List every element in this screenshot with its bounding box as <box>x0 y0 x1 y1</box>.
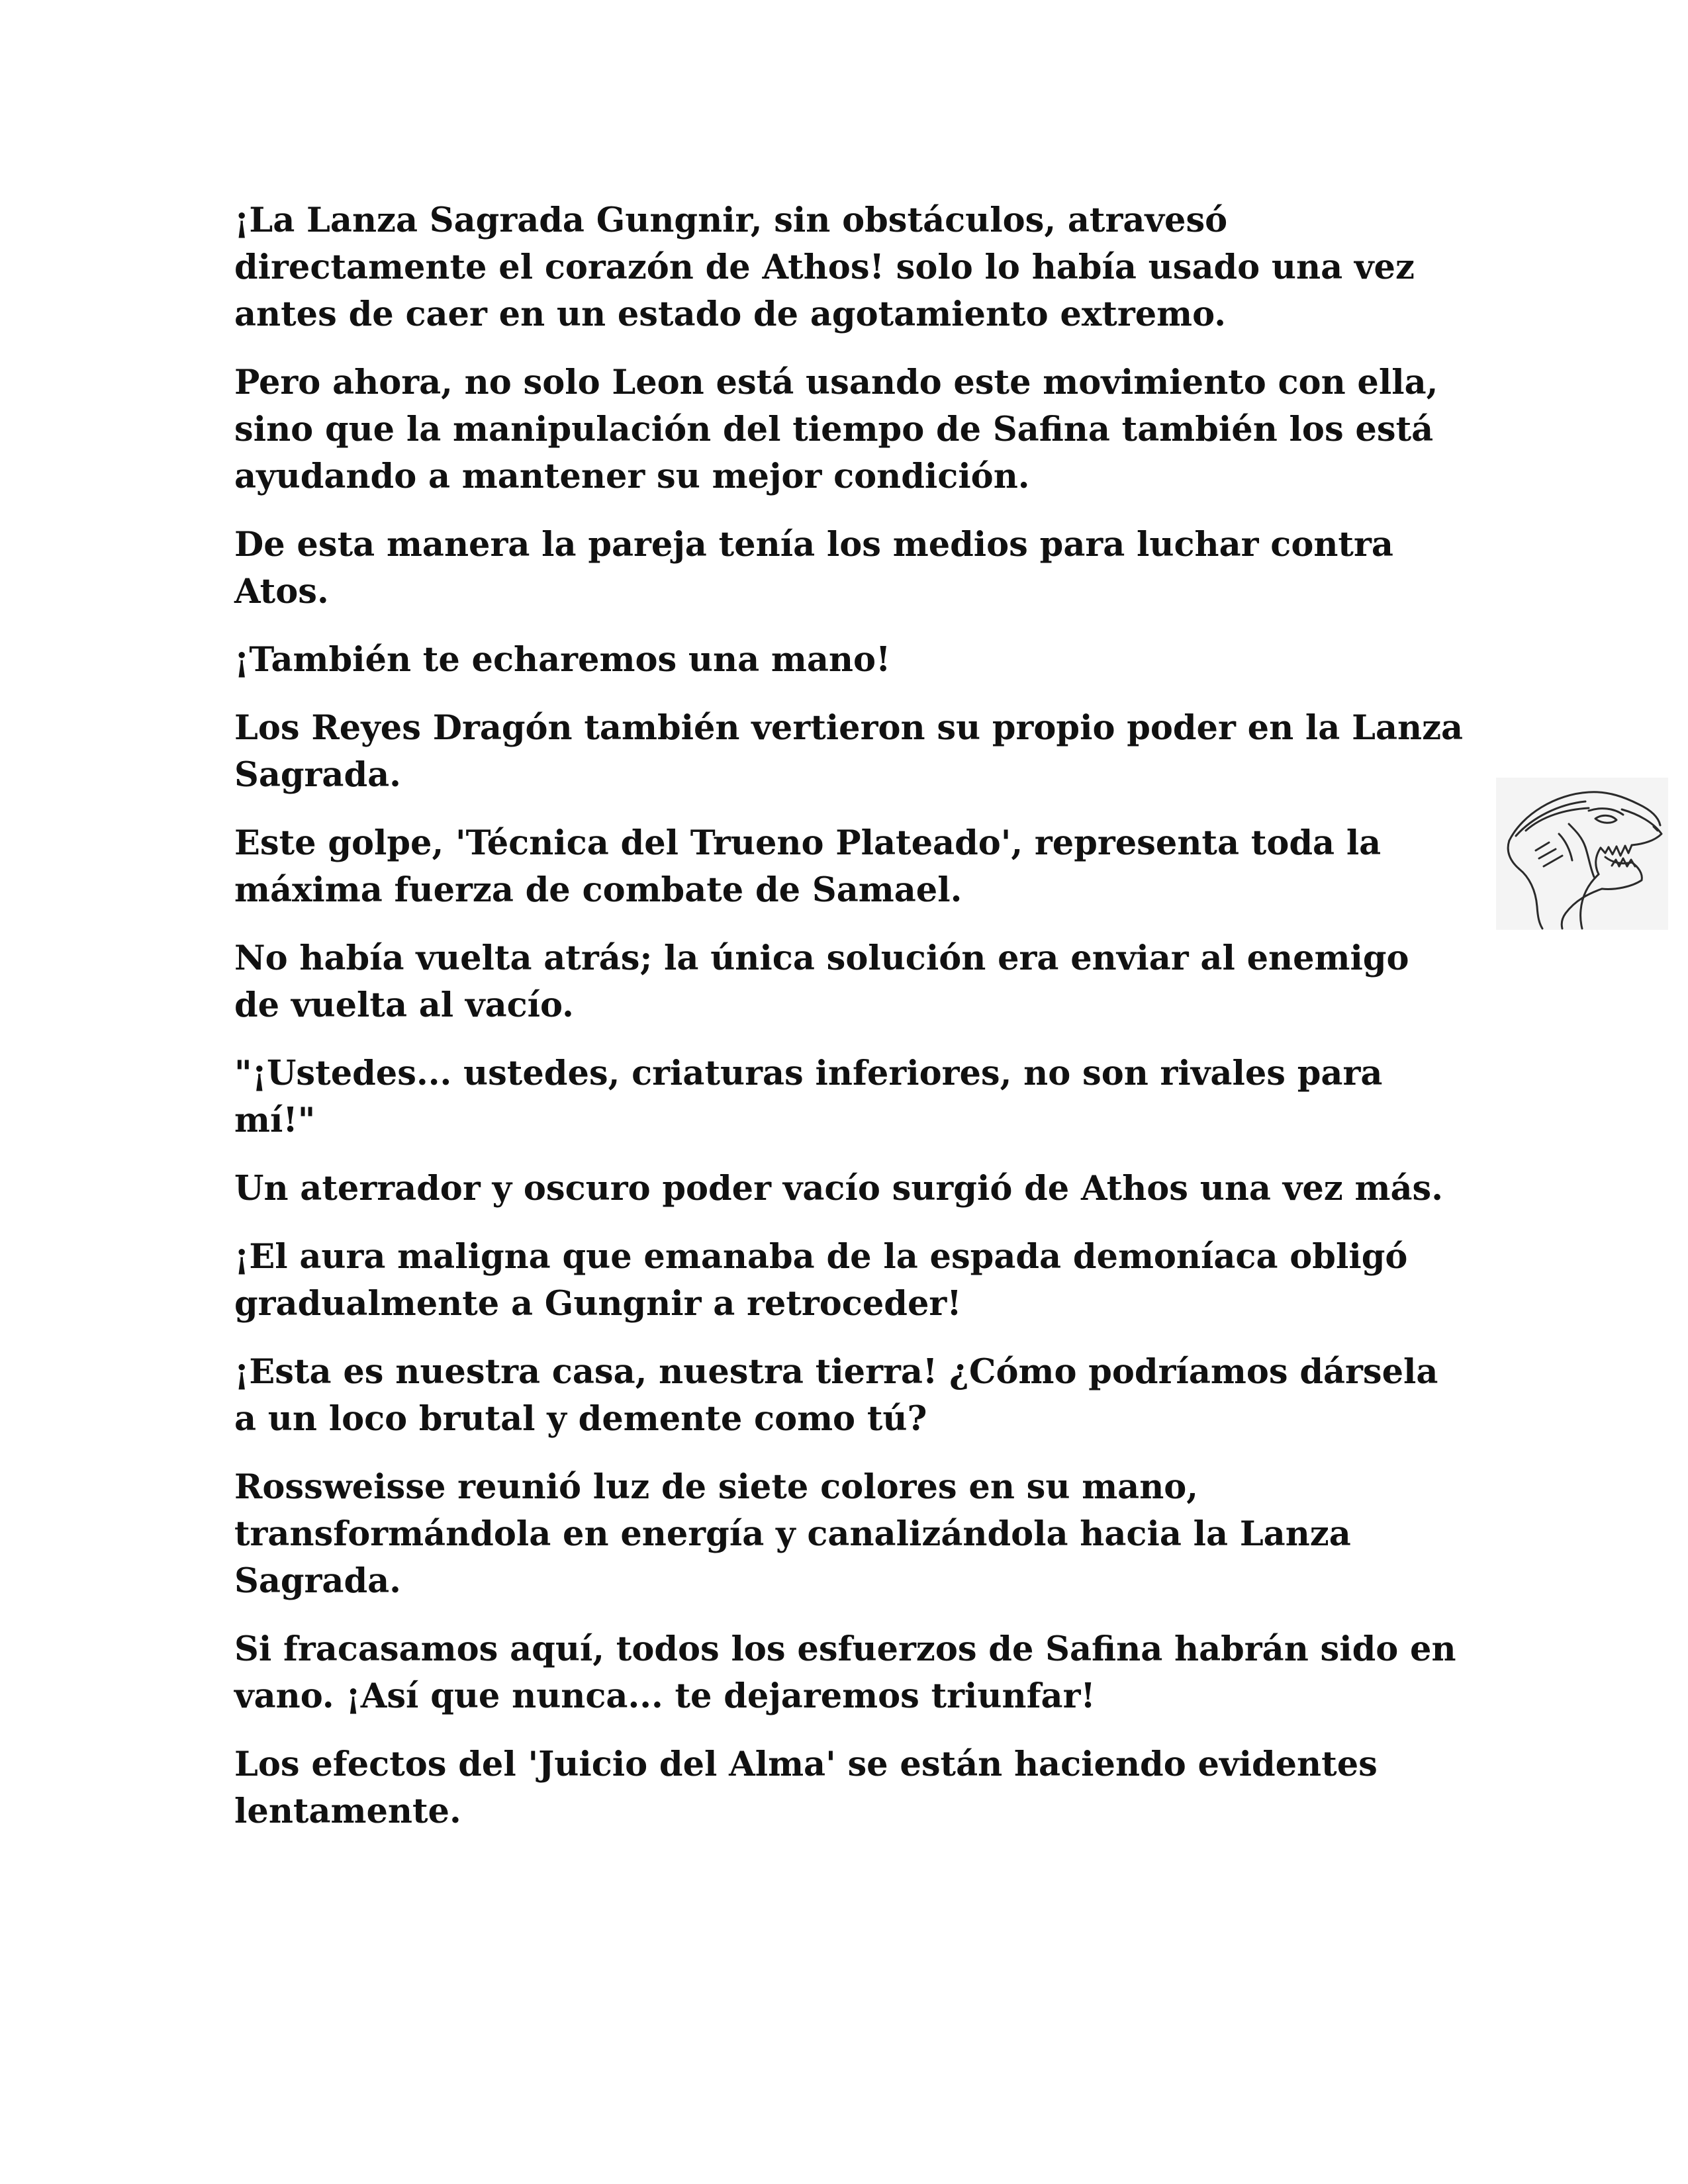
paragraph: ¡La Lanza Sagrada Gungnir, sin obstáculos, atravesó directamente el corazón de Athos! solo lo había usado una vez antes de caer en un estado de agotamiento extremo. <box>234 201 1415 334</box>
paragraph: Pero ahora, no solo Leon está usando este movimiento con ella, sino que la manipulación del tiempo de Safina también los está ayudando a mantener su mejor condición. <box>234 363 1438 496</box>
paragraph: No había vuelta atrás; la única solución era enviar al enemigo de vuelta al vacío. <box>234 938 1409 1025</box>
paragraph: Este golpe, 'Técnica del Trueno Plateado', representa toda la máxima fuerza de combate de Samael. <box>234 823 1382 910</box>
paragraph: Los efectos del 'Juicio del Alma' se están haciendo evidentes lentamente. <box>234 1745 1378 1831</box>
paragraph: ¡El aura maligna que emanaba de la espada demoníaca obligó gradualmente a Gungnir a retroceder! <box>234 1237 1408 1324</box>
paragraph: Rossweisse reunió luz de siete colores en su mano, transformándola en energía y canalizándola hacia la Lanza Sagrada. <box>234 1467 1351 1601</box>
paragraph: ¡Esta es nuestra casa, nuestra tierra! ¿Cómo podríamos dársela a un loco brutal y demente como tú? <box>234 1352 1438 1439</box>
body-text <box>234 197 1466 1856</box>
paragraph: Los Reyes Dragón también vertieron su propio poder en la Lanza Sagrada. <box>234 708 1464 795</box>
paragraph: De esta manera la pareja tenía los medios para luchar contra Atos. <box>234 525 1393 612</box>
paragraph: Si fracasamos aquí, todos los esfuerzos de Safina habrán sido en vano. ¡Así que nunca... te dejaremos triunfar! <box>234 1629 1456 1716</box>
paragraph: ¡También te echaremos una mano! <box>234 640 891 680</box>
dragon-head-sketch-icon <box>1496 778 1668 930</box>
paragraph: Un aterrador y oscuro poder vacío surgió de Athos una vez más. <box>234 1169 1443 1208</box>
paragraph: "¡Ustedes... ustedes, criaturas inferiores, no son rivales para mí!" <box>234 1054 1383 1140</box>
